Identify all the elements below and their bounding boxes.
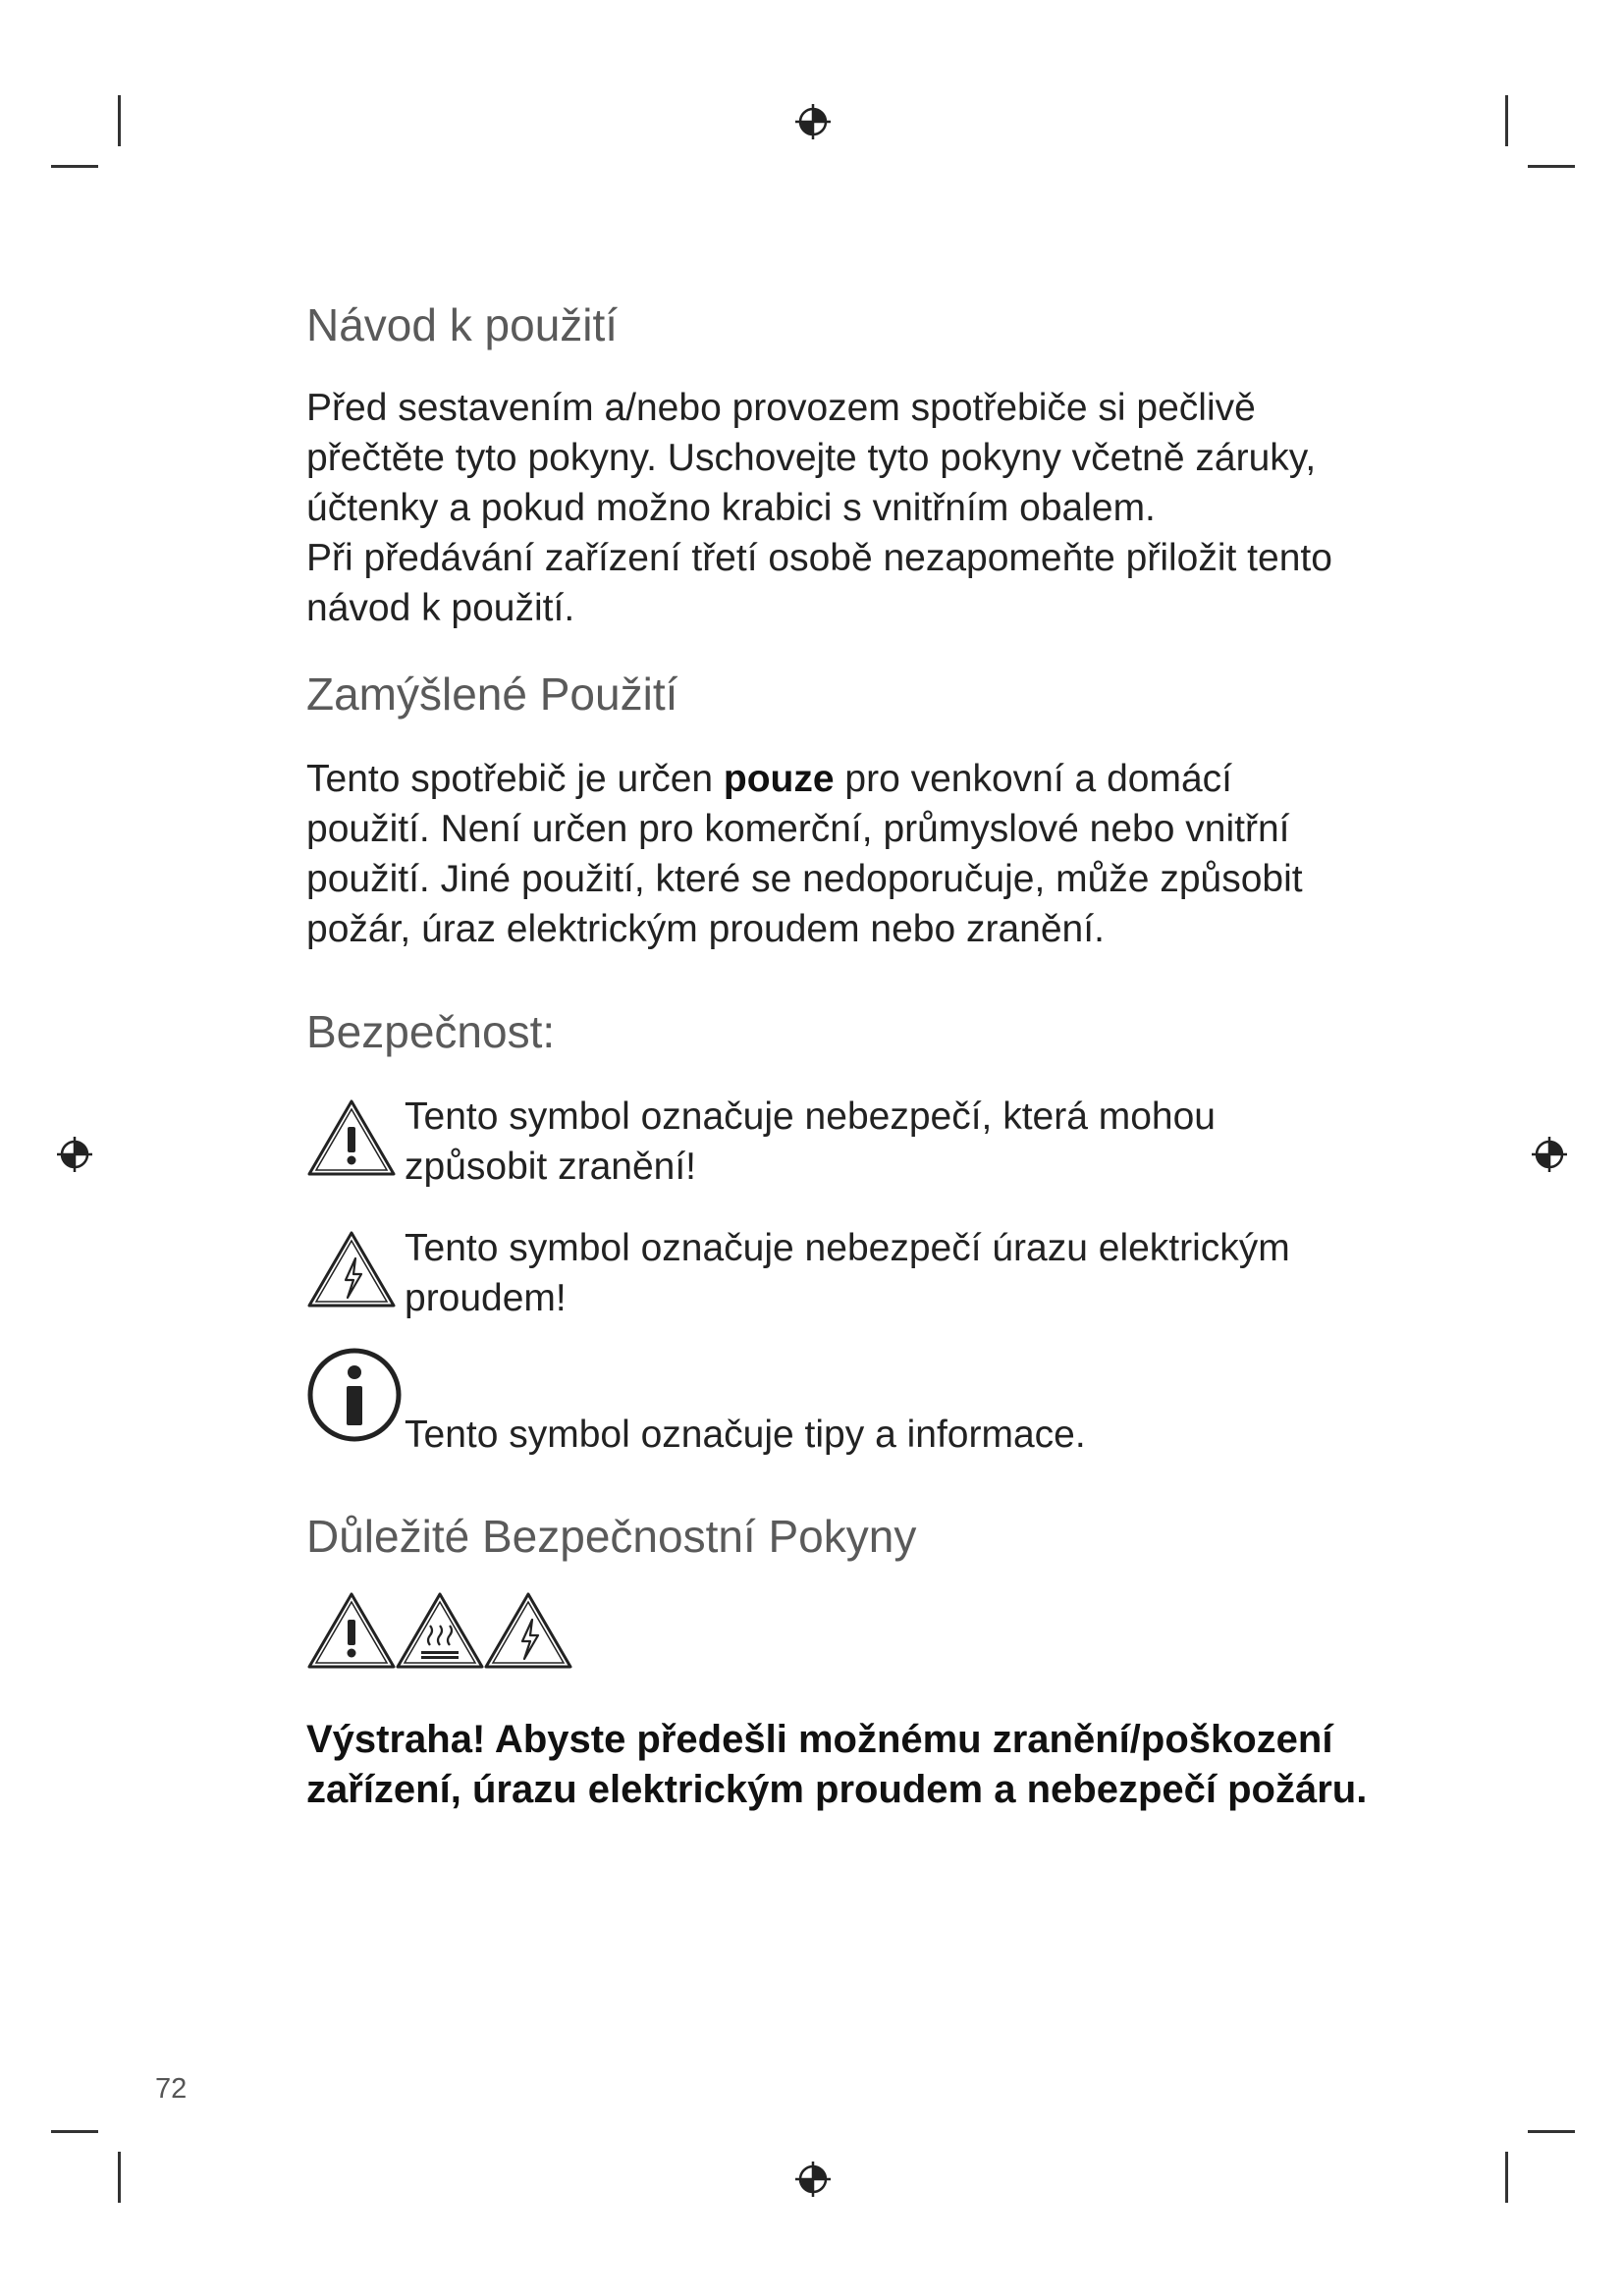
hot-surface-icon [395,1590,485,1671]
section-heading-safety: Bezpečnost: [306,1006,556,1057]
section-heading-intended-use: Zamýšlené Použití [306,668,678,720]
hazard-icon-group [306,1590,1392,1679]
section-heading-important: Důležité Bezpečnostní Pokyny [306,1511,917,1562]
crop-mark [118,2152,121,2203]
crop-mark [51,2130,98,2133]
registration-mark-icon [1530,1135,1569,1174]
safety-warning-text [306,1715,1392,1815]
text-line: Před sestavením a/nebo provozem spotřebiče si pečlivě [306,387,1256,429]
text-line: proudem! [405,1277,567,1319]
registration-mark-icon [793,2160,833,2199]
section-heading-manual: Návod k použití [306,299,619,350]
info-icon [306,1347,403,1443]
manual-paragraph [306,383,1377,633]
symbol-description [405,1092,1313,1192]
text-line: Tento symbol označuje nebezpečí úrazu elektrickým [405,1227,1290,1269]
registration-mark-icon [793,102,833,141]
text-line: přečtěte tyto pokyny. Uschovejte tyto pokyny včetně záruky, [306,437,1317,479]
text-line: způsobit zranění! [405,1146,697,1188]
crop-mark [1505,2152,1508,2203]
text-line: účtenky a pokud možno krabici s vnitřním obalem. [306,487,1156,529]
warning-triangle-icon [306,1590,397,1671]
crop-mark [1505,95,1508,146]
crop-mark [1528,165,1575,168]
text-line: požár, úraz elektrickým proudem nebo zranění. [306,908,1105,950]
text-line: Výstraha! Abyste předešli možnému zranění/poškození [306,1718,1333,1761]
warning-triangle-icon [306,1097,397,1178]
registration-mark-icon [55,1135,94,1174]
text-line [306,754,1377,804]
text-line: Tento symbol označuje nebezpečí, která mohou [405,1095,1216,1138]
intended-use-paragraph [306,754,1377,954]
text-line: zařízení, úrazu elektrickým proudem a nebezpečí požáru. [306,1768,1368,1811]
text-span: Tento spotřebič je určen [306,758,724,800]
symbol-description [405,1223,1313,1323]
text-span: pro venkovní a domácí [834,758,1232,800]
text-line: použití. Není určen pro komerční, průmyslové nebo vnitřní [306,808,1290,850]
crop-mark [1528,2130,1575,2133]
electric-hazard-icon [483,1590,573,1671]
text-line: použití. Jiné použití, které se nedoporučuje, může způsobit [306,858,1303,900]
symbol-description [405,1410,1313,1460]
text-line: návod k použití. [306,587,575,629]
emphasis-pouze: pouze [723,758,835,800]
text-line: Tento symbol označuje tipy a informace. [405,1414,1086,1456]
electric-hazard-icon [306,1229,397,1309]
page-number: 72 [155,2073,188,2105]
crop-mark [118,95,121,146]
crop-mark [51,165,98,168]
text-line: Při předávání zařízení třetí osobě nezapomeňte přiložit tento [306,537,1332,579]
